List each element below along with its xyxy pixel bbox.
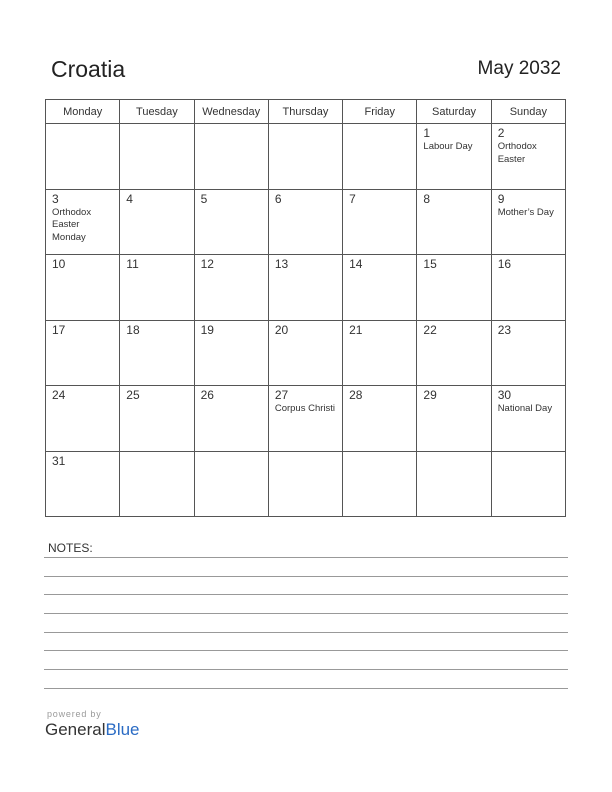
day-cell: [417, 189, 491, 255]
day-number: 11: [126, 257, 139, 271]
day-cell: [46, 386, 120, 452]
day-number: 15: [423, 257, 437, 271]
day-number: 5: [200, 191, 208, 206]
day-number: 14: [349, 257, 363, 271]
day-number: 27: [274, 388, 289, 402]
day-number: 1: [423, 126, 431, 140]
day-number: 19: [200, 322, 214, 337]
weekday-header-row: [46, 100, 566, 124]
empty-day-cell: [343, 124, 417, 190]
day-number: 16: [497, 257, 512, 271]
week-row: [46, 386, 566, 452]
day-number: 24: [52, 388, 66, 402]
weekday-header: Monday: [46, 100, 120, 124]
day-cell: [194, 320, 268, 386]
week-row: [46, 320, 566, 386]
day-cell: [46, 255, 120, 321]
day-number: 22: [423, 322, 437, 337]
weekday-header: Sunday: [491, 100, 565, 124]
calendar-body: [46, 124, 566, 517]
brand-general-text: General: [45, 720, 106, 739]
note-line: [44, 576, 568, 577]
day-cell: [120, 386, 194, 452]
day-number: 4: [126, 191, 133, 206]
day-cell: [194, 386, 268, 452]
empty-day-cell: [46, 124, 120, 190]
note-line: [44, 557, 568, 558]
day-cell: [120, 320, 194, 386]
day-number: 29: [423, 388, 437, 402]
empty-day-cell: [491, 451, 565, 517]
day-number: 2: [497, 126, 505, 140]
weekday-header: Saturday: [417, 100, 491, 124]
day-number: 18: [126, 322, 140, 337]
empty-day-cell: [268, 124, 342, 190]
day-cell: [491, 255, 565, 321]
day-cell: [120, 255, 194, 321]
empty-day-cell: [194, 124, 268, 190]
day-number: 10: [52, 257, 66, 271]
holiday-label: Mother’s Day: [497, 206, 554, 218]
day-cell: [343, 386, 417, 452]
day-number: 26: [200, 388, 214, 402]
day-number: 8: [423, 191, 431, 206]
week-row: [46, 255, 566, 321]
day-number: 21: [349, 322, 363, 337]
weekday-header: Wednesday: [194, 100, 268, 124]
country-title: Croatia: [51, 56, 126, 82]
note-line: [44, 669, 568, 670]
empty-day-cell: [120, 451, 194, 517]
day-cell: [491, 320, 565, 386]
day-number: 28: [349, 388, 363, 402]
note-line: [44, 594, 568, 595]
day-number: 9: [497, 191, 505, 206]
note-line: [44, 613, 568, 614]
day-number: 17: [52, 322, 66, 337]
weekday-header: Friday: [343, 100, 417, 124]
day-cell: [491, 124, 565, 190]
week-row: [46, 451, 566, 517]
holiday-label: Orthodox Easter: [497, 141, 537, 165]
brand-logo: [45, 709, 140, 740]
day-cell: [120, 189, 194, 255]
day-number: 6: [274, 191, 282, 206]
day-number: 12: [200, 257, 214, 271]
day-cell: [417, 124, 491, 190]
calendar-grid: [45, 99, 566, 517]
day-cell: [268, 320, 342, 386]
empty-day-cell: [343, 451, 417, 517]
weekday-header: Tuesday: [120, 100, 194, 124]
empty-day-cell: [120, 124, 194, 190]
holiday-label: Corpus Christi: [274, 403, 336, 414]
empty-day-cell: [194, 451, 268, 517]
day-cell: [46, 320, 120, 386]
month-title: May 2032: [477, 58, 561, 79]
day-number: 25: [126, 388, 140, 402]
empty-day-cell: [268, 451, 342, 517]
day-number: 3: [52, 191, 59, 206]
brand-blue-text: Blue: [105, 720, 140, 739]
powered-by-text: powered by: [47, 709, 102, 719]
day-cell: [343, 320, 417, 386]
day-cell: [491, 386, 565, 452]
holiday-label: Labour Day: [423, 141, 473, 152]
day-number: 30: [497, 388, 512, 402]
brand-name: [45, 720, 140, 740]
day-number: 31: [52, 453, 66, 468]
day-cell: [491, 189, 565, 255]
day-cell: [417, 255, 491, 321]
day-number: 7: [349, 191, 356, 206]
holiday-label: Orthodox Easter Monday: [52, 206, 92, 243]
day-cell: [194, 189, 268, 255]
day-cell: [268, 189, 342, 255]
week-row: [46, 124, 566, 190]
day-cell: [194, 255, 268, 321]
week-row: [46, 189, 566, 255]
day-cell: [343, 189, 417, 255]
day-cell: [417, 386, 491, 452]
notes-label: NOTES:: [48, 541, 93, 555]
note-line: [44, 688, 568, 689]
holiday-label: National Day: [497, 403, 553, 414]
day-cell: [268, 386, 342, 452]
day-cell: [268, 255, 342, 321]
day-cell: [343, 255, 417, 321]
note-line: [44, 632, 568, 633]
empty-day-cell: [417, 451, 491, 517]
weekday-header: Thursday: [268, 100, 342, 124]
day-number: 20: [274, 322, 289, 337]
day-number: 23: [497, 322, 512, 337]
day-cell: [46, 451, 120, 517]
day-number: 13: [274, 257, 289, 271]
day-cell: [417, 320, 491, 386]
day-cell: [46, 189, 120, 255]
note-line: [44, 650, 568, 651]
